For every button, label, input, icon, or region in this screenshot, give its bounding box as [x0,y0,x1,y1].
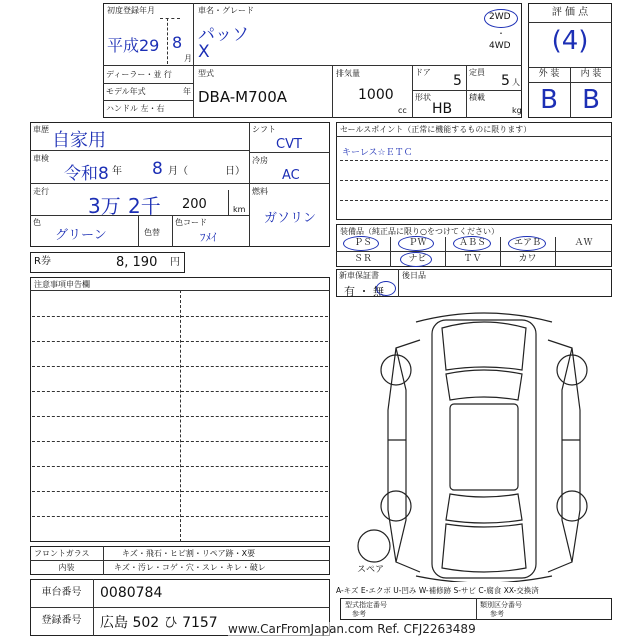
notes-label: 注意事項申告欄 [34,280,90,289]
body-label: 形状 [415,93,431,102]
interior-grade: B [582,85,600,115]
exterior-grade: B [540,85,558,115]
drive-4wd: 4WD [489,41,511,51]
km-unit: km [233,205,246,214]
equip-abs: ＡＢＳ [458,238,486,248]
roof [450,404,518,490]
inspection-era: 令和8 [64,164,109,184]
later-items-label: 後日品 [402,271,426,280]
rear-window [446,494,522,523]
watermark: www.CarFromJapan.com Ref. CFJ2263489 [228,622,476,636]
chassis-label: 車台番号 [41,587,82,598]
drive-2wd: 2WD [489,12,511,22]
selling-points-label: セールスポイント（正常に機能するものに限ります） [340,125,532,134]
shift-label: シフト [252,125,276,134]
drive-dot: ・ [497,29,505,38]
capacity: 5 [501,73,510,89]
doors: 5 [453,73,462,89]
first-reg-label: 初度登録年月 [107,6,155,15]
mileage-sen: 2千 [128,194,161,218]
spare-label: スペア [357,565,385,575]
circle-ps [343,236,379,251]
equip-ps: ＰＳ [353,238,372,248]
model-year-unit: 年 [183,87,191,96]
ac-label: 冷房 [252,156,268,165]
model-designation-ref: 参考 [352,610,366,618]
plate-number: 広島 502 ひ 7157 [100,615,218,631]
handle-label: ハンドル 左・右 [106,104,165,113]
wheel-front-right [557,355,587,385]
equipment-label: 装備品（純正品に限り○をつけてください） [340,227,499,236]
capacity-unit: 人 [512,78,520,87]
interior-label: 内 装 [580,69,602,79]
car-damage-diagram [336,300,612,582]
car-name-label: 車名・グレード [198,6,254,15]
selling-points-text: キーレス☆ＥＴＣ [342,148,413,158]
circle-navi [400,252,432,267]
new-warranty-label: 新車保証書 [339,271,379,280]
equip-leather: カワ [518,254,537,264]
load-unit: kg [512,106,522,115]
plate-label: 登録番号 [41,615,82,626]
model-year-label: モデル年式 [106,87,146,96]
fuel-value: ガソリン [264,211,317,226]
recycle-unit: 円 [170,257,180,268]
hood [442,322,526,370]
first-reg-month-unit: 月 [184,54,192,63]
mileage-rest: 200 [182,197,207,212]
recycle-amount: 8, 190 [116,255,158,270]
inspection-day-unit: 日） [225,166,245,177]
door-label: ドア [415,68,431,77]
first-reg-era-year: 平成29 [107,36,160,55]
inspection-label: 車検 [33,154,49,163]
dealer-label: ディーラー・並 行 [106,70,172,79]
body-outline [432,320,536,578]
windshield-options: キズ・飛石・ヒビ割・リペア跡・X要 [122,549,256,558]
mileage-man: 3万 [88,194,121,218]
overall-score: (4) [551,26,589,56]
mileage-label: 走行 [33,187,49,196]
windshield [446,370,522,400]
equip-sr: ＳＲ [353,254,372,264]
circle-airbag [508,236,546,251]
first-reg-month: 8 [172,33,183,52]
load-label: 積載 [469,93,485,102]
spare-tire [358,530,390,562]
score-label: 評 価 点 [551,7,589,18]
damage-legend: A-キズ E-エクボ U-凹み W-補修跡 S-サビ C-腐食 XX-交換済 [336,586,539,595]
interior-options: キズ・汚レ・コゲ・穴・スレ・キレ・破レ [114,563,266,572]
color-label: 色 [33,218,41,227]
displacement: 1000 [358,87,394,103]
car-grade: X [198,42,210,62]
equip-aw: ＡＷ [574,238,593,248]
hatch [442,524,526,572]
windshield-label: フロントガラス [34,549,90,558]
category-label: 類別区分番号 [480,601,522,609]
equip-tv: ＴＶ [463,254,482,264]
cc-unit: cc [398,106,407,115]
category-ref: 参考 [490,610,504,618]
color-code-label: 色コード [175,218,207,227]
equip-pw: ＰＷ [408,238,427,248]
model-code: DBA-M700A [198,88,288,106]
right-side [548,340,580,572]
history-value: 自家用 [52,130,106,151]
wheel-front-left [381,355,411,385]
recycle-label: R券 [34,256,51,267]
left-side [388,340,420,572]
inspection-year-unit: 年 [112,166,122,177]
displacement-label: 排気量 [336,69,360,78]
color-value: グリーン [55,228,107,243]
shift-value: CVT [276,137,302,152]
recycle-frame [30,252,185,273]
equip-navi: ナビ [408,254,427,264]
history-label: 車歴 [33,125,49,134]
circle-abs [453,236,491,251]
capacity-label: 定員 [469,68,485,77]
model-designation-label: 型式指定番号 [345,601,387,609]
fuel-label: 燃料 [252,187,268,196]
warranty-options: 有 ・ 無 [344,285,384,298]
exterior-label: 外 装 [538,69,560,79]
circle-warranty-none [376,281,396,296]
ac-value: AC [282,168,300,183]
circle-pw [398,236,434,251]
color-no-label: 色替 [144,228,160,237]
chassis-number: 0080784 [100,585,163,601]
interior-cond-label: 内装 [58,563,75,572]
inspection-month-unit: 月（ [168,166,188,177]
color-code: ﾌﾒｲ [200,231,217,244]
equip-airbag: エアＢ [513,238,541,248]
inspection-month: 8 [152,159,163,179]
model-label: 型式 [198,69,214,78]
body-type: HB [432,101,453,117]
car-name: パッソ [198,25,249,45]
